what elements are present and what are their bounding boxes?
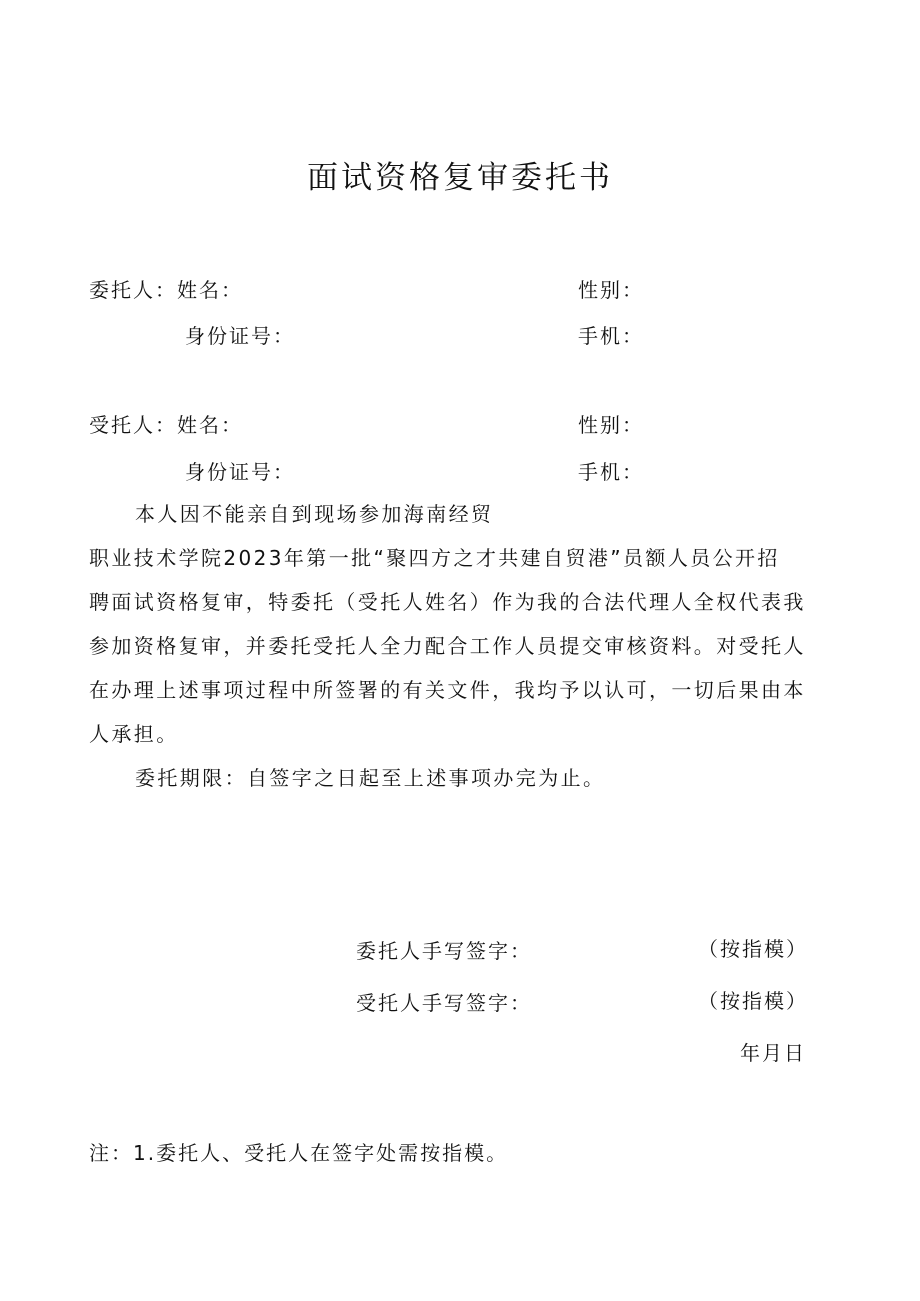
agent-phone-label: 手机： bbox=[578, 460, 644, 484]
principal-fingerprint-label: （按指模） bbox=[698, 937, 808, 961]
agent-name-label: 受托人：姓名： bbox=[89, 413, 243, 437]
agent-fingerprint-label: （按指模） bbox=[698, 989, 808, 1013]
agent-id-label: 身份证号： bbox=[185, 460, 295, 484]
body-line: 人承担。 bbox=[89, 722, 179, 746]
body-paragraph bbox=[89, 492, 833, 800]
body-line: 在办理上述事项过程中所签署的有关文件，我均予以认可，一切后果由本 bbox=[89, 678, 806, 702]
principal-id-label: 身份证号： bbox=[185, 324, 295, 348]
agent-signature-label: 受托人手写签字： bbox=[356, 991, 532, 1015]
document-title: 面试资格复审委托书 bbox=[307, 160, 613, 196]
date-label: 年月日 bbox=[740, 1041, 806, 1065]
body-line: 本人因不能亲自到现场参加海南经贸 bbox=[135, 502, 494, 526]
principal-phone-label: 手机： bbox=[578, 324, 644, 348]
footnote: 注：1.委托人、受托人在签字处需按指模。 bbox=[89, 1141, 509, 1165]
body-line: 职业技术学院2023年第一批“聚四方之才共建自贸港”员额人员公开招 bbox=[89, 546, 780, 570]
principal-gender-label: 性别： bbox=[578, 278, 644, 302]
agent-gender-label: 性别： bbox=[578, 413, 644, 437]
entrustment-term: 委托期限：自签字之日起至上述事项办完为止。 bbox=[135, 766, 606, 790]
principal-name-label: 委托人：姓名： bbox=[89, 278, 243, 302]
principal-signature-label: 委托人手写签字： bbox=[356, 939, 532, 963]
body-line: 参加资格复审，并委托受托人全力配合工作人员提交审核资料。对受托人 bbox=[89, 634, 806, 658]
body-line: 聘面试资格复审，特委托（受托人姓名）作为我的合法代理人全权代表我 bbox=[89, 590, 806, 614]
